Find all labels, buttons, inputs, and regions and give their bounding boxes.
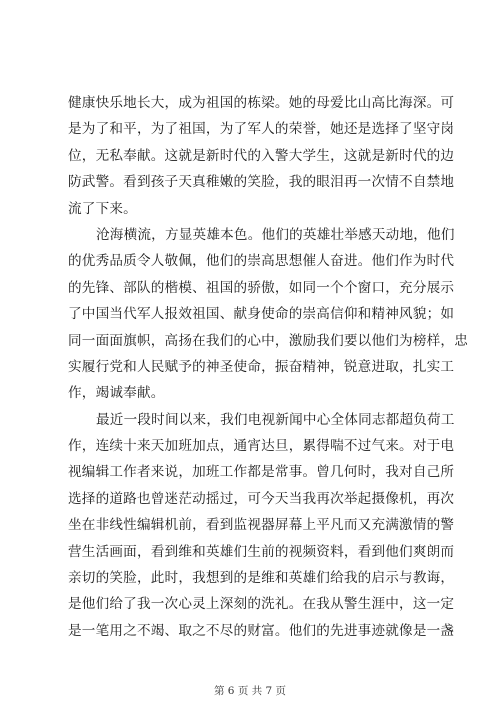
text-line: 健康快乐地长大，成为祖国的栋梁。她的母爱比山高比海深。可 — [68, 95, 455, 111]
text-line: 作，竭诚奉献。 — [68, 385, 165, 402]
text-line: 最近一段时间以来，我们电视新闻中心全体同志都超负荷工 — [96, 411, 455, 428]
text-line: 亲切的笑脸，此时，我想到的是维和英雄们给我的启示与教诲， — [68, 570, 455, 587]
text-line: 位，无私奉献。这就是新时代的入警大学生，这就是新时代的边 — [68, 147, 455, 164]
text-line: 了中国当代军人报效祖国、献身使命的崇高信仰和精神风貌；如 — [68, 306, 455, 323]
text-line: 同一面面旗帜，高扬在我们的心中，激励我们要以他们为榜样，忠 — [68, 332, 469, 349]
text-line: 营生活画面，看到维和英雄们生前的视频资料，看到他们爽朗而 — [68, 543, 455, 560]
text-line: 防武警。看到孩子天真稚嫩的笑脸，我的眼泪再一次情不自禁地 — [68, 174, 455, 191]
paragraph — [68, 222, 469, 407]
text-line: 坐在非线性编辑机前，看到监视器屏幕上平凡而又充满激情的警 — [68, 517, 455, 534]
paragraph — [68, 407, 455, 645]
body-text — [68, 90, 469, 644]
text-line: 是他们给了我一次心灵上深刻的洗礼。在我从警生涯中，这一定 — [68, 596, 455, 613]
text-line: 沧海横流，方显英雄本色。他们的英雄壮举感天动地，他们 — [96, 226, 455, 243]
page-footer: 第 6 页 共 7 页 — [213, 685, 287, 697]
text-line: 视编辑工作者来说，加班工作都是常事。曾几何时，我对自己所 — [68, 464, 455, 481]
paragraph — [68, 90, 455, 222]
text-line: 是为了和平，为了祖国，为了军人的荣誉，她还是选择了坚守岗 — [68, 121, 455, 138]
text-line: 选择的道路也曾迷茫动摇过，可今天当我再次举起摄像机，再次 — [68, 490, 455, 507]
text-line: 流了下来。 — [68, 200, 137, 217]
text-line: 作，连续十来天加班加点，通宵达旦，累得喘不过气来。对于电 — [68, 438, 455, 455]
text-line: 的优秀品质令人敬佩，他们的崇高思想催人奋进。他们作为时代 — [68, 253, 455, 270]
text-line: 的先锋、部队的楷模、祖国的骄傲，如同一个个窗口，充分展示 — [68, 279, 455, 296]
text-line: 实履行党和人民赋予的神圣使命，振奋精神，锐意进取，扎实工 — [68, 358, 455, 375]
text-line: 是一笔用之不竭、取之不尽的财富。他们的先进事迹就像是一盏 — [68, 622, 455, 639]
